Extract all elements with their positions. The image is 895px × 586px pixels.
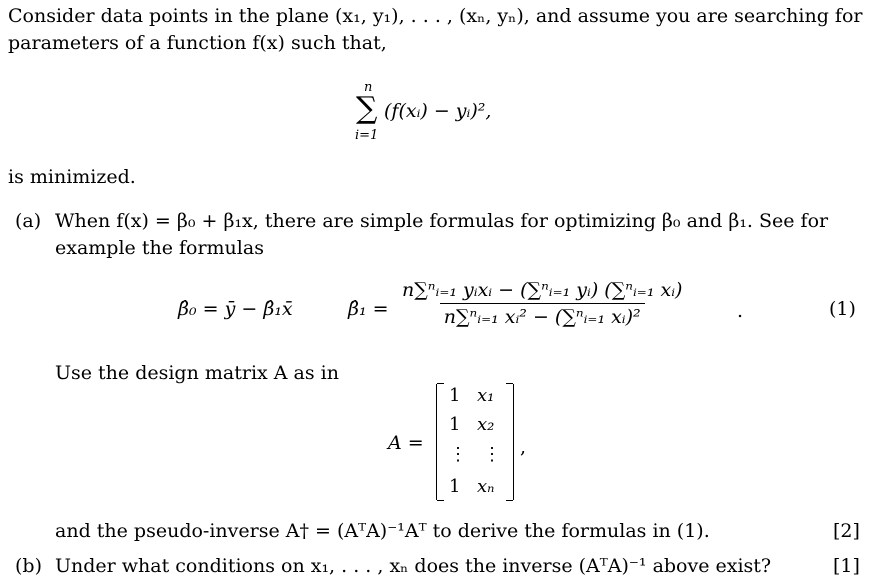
beta0-formula: β̂₀ = ȳ − β̂₁x̄ — [178, 298, 293, 320]
beta1-denominator: n∑ⁿᵢ₌₁ xᵢ² − (∑ⁿᵢ₌₁ xᵢ)² — [440, 303, 645, 328]
part-b-label: (b) — [15, 555, 42, 577]
part-a-line-1: When f(x) = β₀ + β₁x, there are simple formulas for optimizing β₀ and β₁. See for — [55, 210, 829, 232]
objective-sum-upper: n — [364, 80, 373, 95]
beta1-numerator: n∑ⁿᵢ₌₁ yᵢxᵢ − (∑ⁿᵢ₌₁ yᵢ) (∑ⁿᵢ₌₁ xᵢ) — [402, 279, 683, 301]
objective-body: (f(xᵢ) − yᵢ)², — [384, 100, 492, 122]
matrix-cell: ⋮ — [449, 444, 467, 465]
matrix-trailing-comma: , — [520, 436, 527, 458]
design-matrix-text: Use the design matrix A as in — [55, 362, 339, 384]
objective-sum-lower: i=1 — [355, 128, 379, 143]
part-b-marks: [1] — [833, 555, 860, 577]
matrix-cell: x₂ — [477, 414, 495, 435]
beta1-lhs: β̂₁ = — [348, 298, 389, 320]
beta1-fraction — [398, 279, 686, 328]
matrix-cell: ⋮ — [483, 444, 501, 465]
beta1-period: . — [737, 300, 744, 322]
matrix-lhs: A = — [388, 432, 424, 454]
design-matrix — [436, 384, 514, 500]
part-a-marks: [2] — [833, 520, 860, 542]
matrix-cell: 1 — [449, 476, 461, 497]
part-a-line-2: example the formulas — [55, 237, 264, 259]
matrix-cell: 1 — [449, 414, 461, 435]
matrix-cell: 1 — [449, 385, 461, 406]
objective-sum-sign: ∑ — [356, 91, 378, 126]
intro-line-1: Consider data points in the plane (x₁, y₁), . . . , (xₙ, yₙ), and assume you are searching for — [8, 5, 863, 27]
part-a-label: (a) — [15, 210, 42, 232]
matrix-cell: xₙ — [477, 476, 495, 497]
equation-number: (1) — [829, 298, 856, 320]
intro-line-2: parameters of a function f(x) such that, — [8, 32, 387, 54]
pseudo-inverse-text: and the pseudo-inverse A† = (AᵀA)⁻¹Aᵀ to derive the formulas in (1). — [55, 520, 710, 542]
part-b-text: Under what conditions on x₁, . . . , xₙ does the inverse (AᵀA)⁻¹ above exist? — [55, 555, 772, 577]
matrix-cell: x₁ — [477, 385, 495, 406]
intro-after: is minimized. — [8, 166, 136, 188]
